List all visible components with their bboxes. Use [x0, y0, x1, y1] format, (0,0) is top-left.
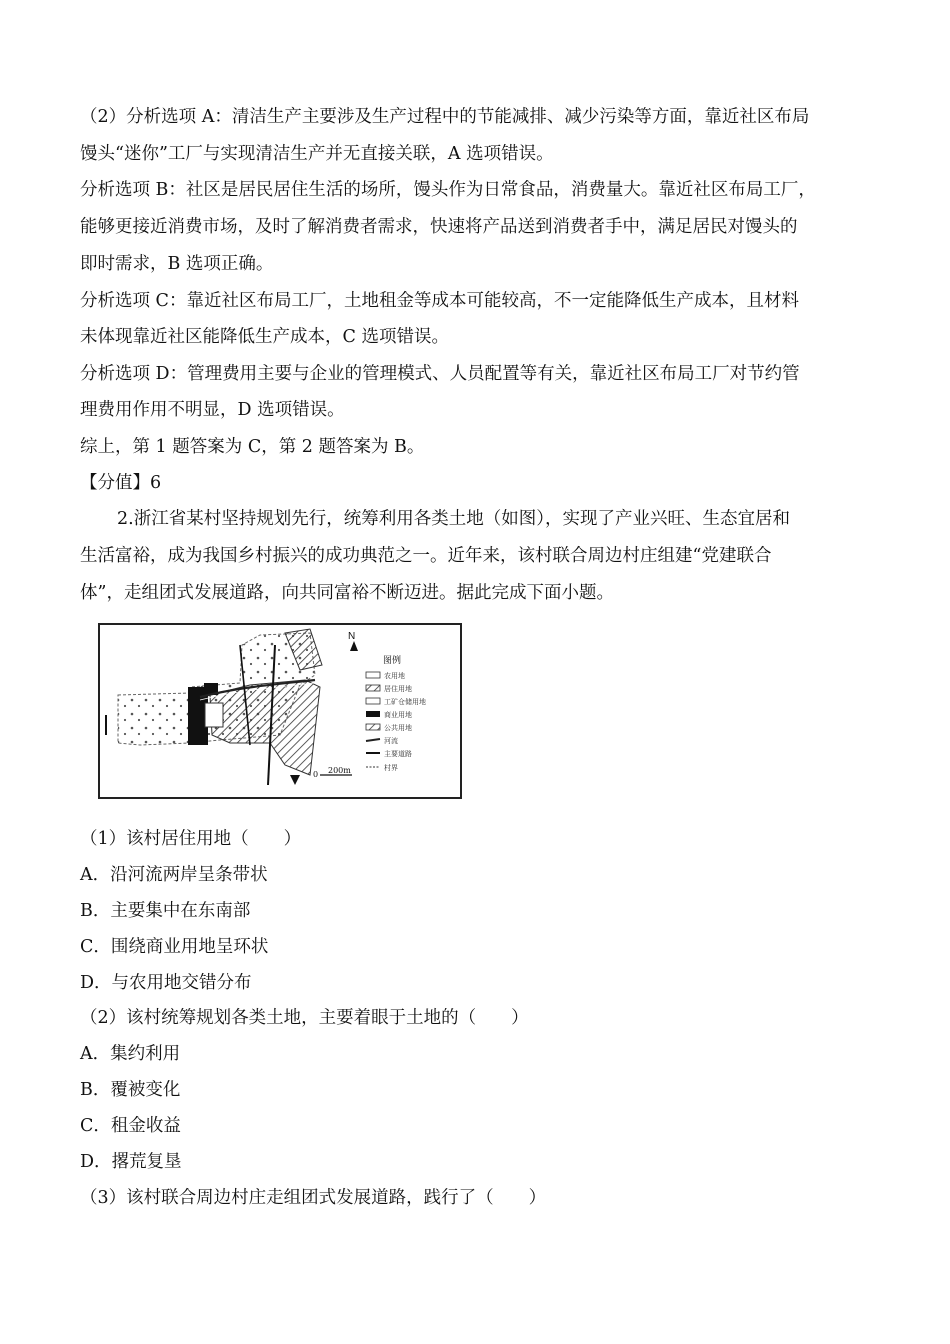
boundary-triangle [290, 775, 300, 785]
subquestion-2-option-c: C．租金收益 [80, 1116, 181, 1136]
question-2-stem-line-1: 2.浙江省某村坚持规划先行，统筹利用各类土地（如图），实现了产业兴旺、生态宜居和 [117, 509, 790, 529]
subquestion-1: （1）该村居住用地（ ） [80, 829, 302, 849]
legend-public: 公共用地 [384, 724, 412, 732]
legend-farmland: 农用地 [384, 672, 405, 680]
legend-commercial: 商业用地 [384, 711, 412, 719]
analysis-b-line-1: 分析选项 B：社区是居民居住生活的场所，馒头作为日常食品，消费量大。靠近社区布局工厂， [80, 180, 816, 200]
analysis-c-line-2: 未体现靠近社区能降低生产成本，C 选项错误。 [80, 327, 449, 347]
analysis-a-line-1: （2）分析选项 A：清洁生产主要涉及生产过程中的节能减排、减少污染等方面，靠近社区布局 [80, 107, 810, 127]
legend-title: 图例 [383, 656, 402, 666]
north-label: N [348, 631, 356, 642]
subquestion-1-option-a: A．沿河流两岸呈条带状 [80, 865, 268, 885]
scale-zero: 0 [313, 770, 319, 779]
legend-items [366, 671, 426, 772]
legend-residential: 居住用地 [384, 685, 412, 693]
legend-boundary: 村界 [384, 764, 398, 772]
subquestion-2: （2）该村统筹规划各类土地，主要着眼于土地的（ ） [80, 1008, 529, 1028]
analysis-a-line-2: 馒头“迷你”工厂与实现清洁生产并无直接关联，A 选项错误。 [80, 144, 554, 164]
north-arrow-icon [350, 641, 358, 651]
question-2-stem-line-3: 体”，走组团式发展道路，向共同富裕不断迈进。据此完成下面小题。 [80, 583, 614, 603]
analysis-c-line-1: 分析选项 C：靠近社区布局工厂，土地租金等成本可能较高，不一定能降低生产成本，且材料 [80, 291, 799, 311]
subquestion-1-option-d: D．与农用地交错分布 [80, 973, 252, 993]
subquestion-3: （3）该村联合周边村庄走组团式发展道路，践行了（ ） [80, 1188, 547, 1208]
scale-label: 200m [328, 766, 351, 775]
analysis-d-line-2: 理费用作用不明显，D 选项错误。 [80, 400, 345, 420]
legend-industrial: 工矿仓储用地 [384, 698, 426, 706]
subquestion-1-option-b: B．主要集中在东南部 [80, 901, 251, 921]
land-use-map [98, 623, 462, 799]
summary-line: 综上，第 1 题答案为 C，第 2 题答案为 B。 [80, 437, 425, 457]
subquestion-2-option-d: D．撂荒复垦 [80, 1152, 182, 1172]
analysis-b-line-3: 即时需求，B 选项正确。 [80, 254, 274, 274]
analysis-b-line-2: 能够更接近消费市场，及时了解消费者需求，快速将产品送到消费者手中，满足居民对馒头的 [80, 217, 798, 237]
question-2-stem-line-2: 生活富裕，成为我国乡村振兴的成功典范之一。近年来，该村联合周边村庄组建“党建联合 [80, 546, 772, 566]
subquestion-2-option-a: A．集约利用 [80, 1044, 181, 1064]
subquestion-2-option-b: B．覆被变化 [80, 1080, 181, 1100]
legend-river: 河流 [384, 737, 398, 745]
subquestion-1-option-c: C．围绕商业用地呈环状 [80, 937, 269, 957]
score-line: 【分值】6 [80, 473, 162, 493]
analysis-d-line-1: 分析选项 D：管理费用主要与企业的管理模式、人员配置等有关，靠近社区布局工厂对节约管 [80, 364, 800, 384]
legend-road: 主要道路 [384, 750, 412, 758]
industrial-area [205, 703, 223, 727]
